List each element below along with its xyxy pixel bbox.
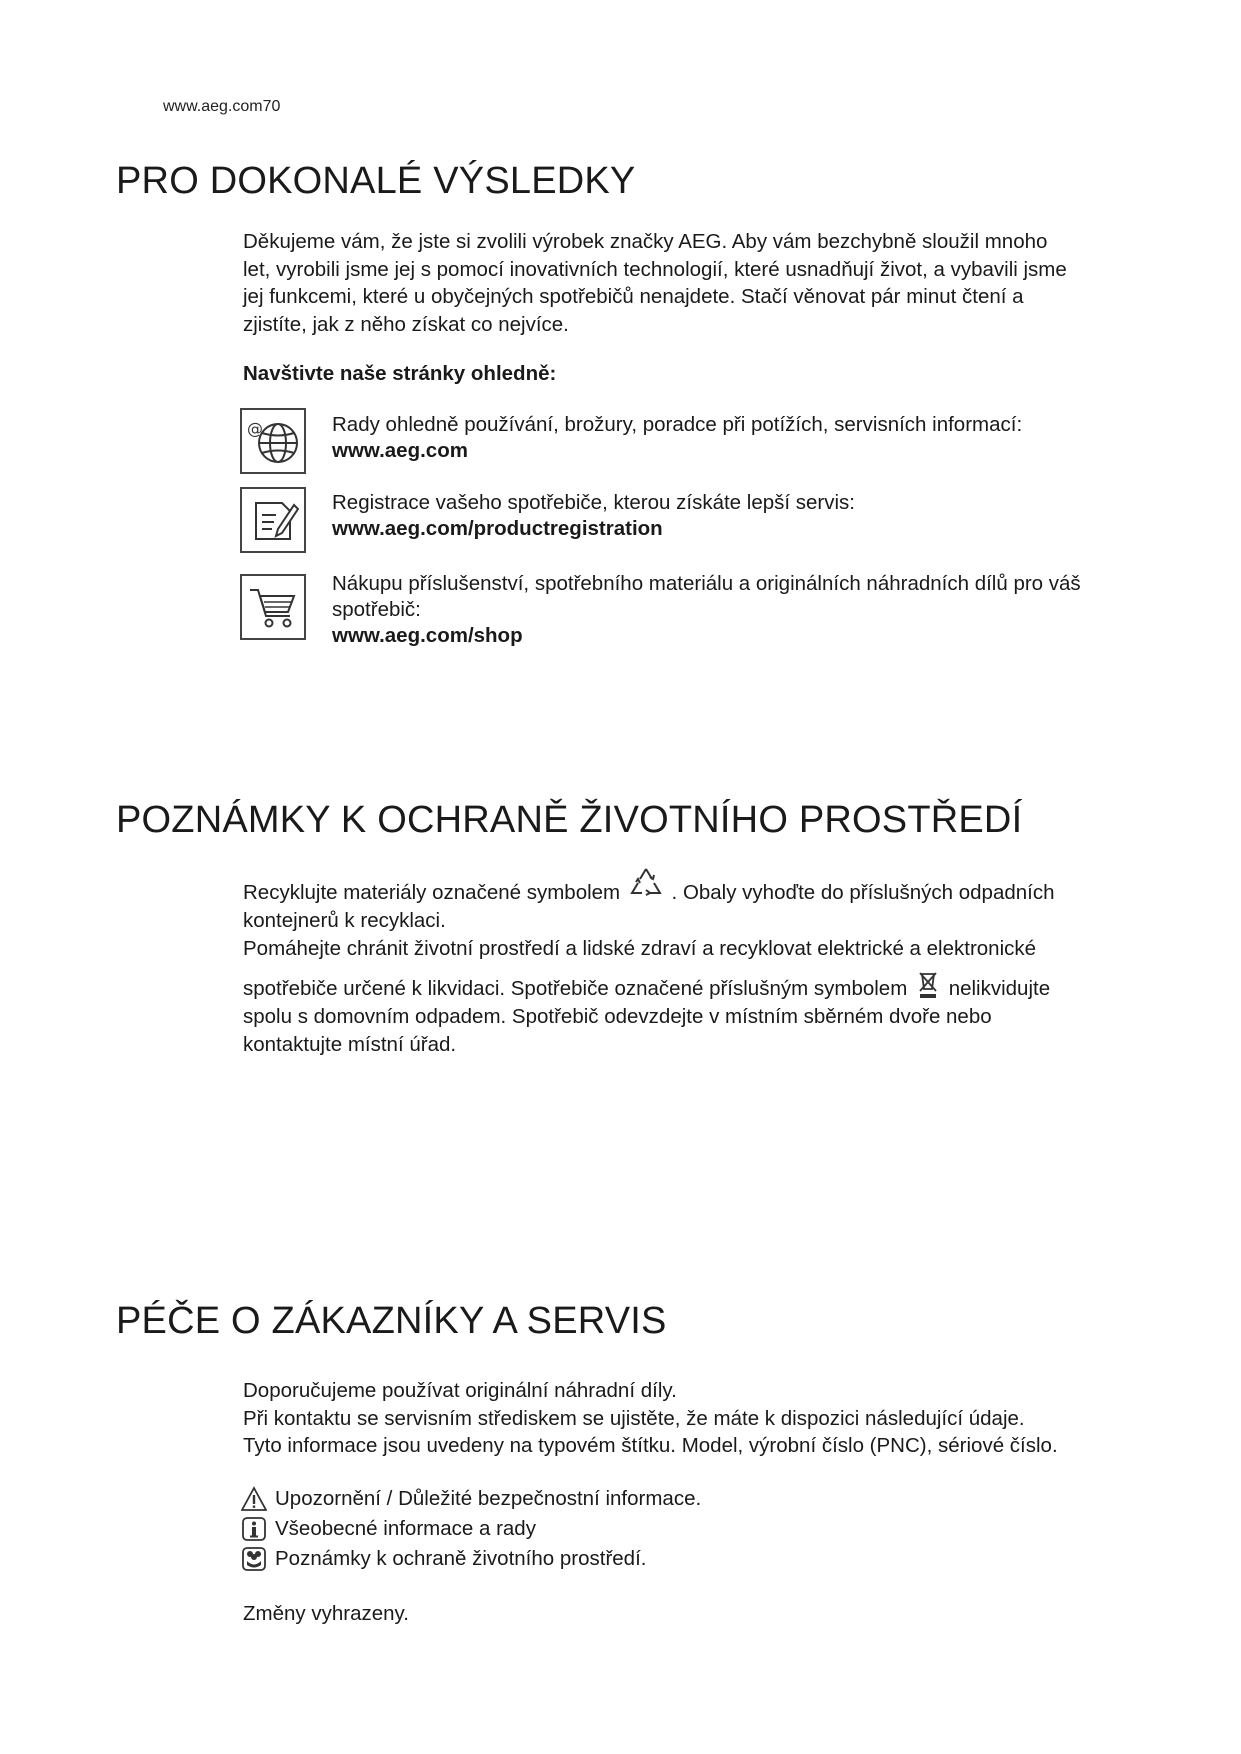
link-description: Rady ohledně používání, brožury, poradce při potížích, servisních informací:: [332, 413, 1023, 436]
warning-triangle-icon: [241, 1486, 267, 1512]
link-item-advice: [332, 412, 1022, 464]
environment-paragraph: [243, 865, 1055, 1059]
env-line: [243, 865, 1055, 907]
env-text: Recyklujte materiály označené symbolem: [243, 881, 621, 904]
intro-line: zjistíte, jak z něho získat co nejvíce.: [243, 312, 569, 336]
visit-heading: Navštivte naše stránky ohledně:: [243, 362, 557, 385]
link-description: spotřebič:: [332, 598, 421, 621]
env-line: [243, 971, 1055, 1003]
recycle-icon: [628, 865, 664, 901]
legend-text: Poznámky k ochraně životního prostředí.: [275, 1547, 647, 1570]
env-line: spolu s domovním odpadem. Spotřebič odevzdejte v místním sběrném dvoře nebo: [243, 1005, 992, 1028]
env-line: Pomáhejte chránit životní prostředí a lidské zdraví a recyklovat elektrické a elektronické: [243, 937, 1037, 960]
env-text: nelikvidujte: [948, 977, 1051, 1000]
service-line: Při kontaktu se servisním střediskem se ujistěte, že máte k dispozici následující údaje.: [243, 1406, 1025, 1430]
environment-flower-icon: [241, 1546, 267, 1572]
intro-line: jej funkcemi, které u obyčejných spotřebičů nenajdete. Stačí věnovat pár minut čtení a: [243, 285, 1024, 308]
registration-pen-icon: [240, 487, 306, 553]
intro-line: let, vyrobili jsme jej s pomocí inovativních technologií, které usnadňují život, a vybavili jsme: [243, 257, 1067, 281]
link-item-registration: [332, 490, 855, 542]
changes-reserved: Změny vyhrazeny.: [243, 1602, 409, 1625]
section-title-best-results: PRO DOKONALÉ VÝSLEDKY: [116, 160, 636, 202]
section-title-customer-care: PÉČE O ZÁKAZNÍKY A SERVIS: [116, 1300, 667, 1342]
env-line: kontejnerů k recyklaci.: [243, 909, 446, 932]
legend-item: [241, 1484, 701, 1514]
env-text: spotřebiče určené k likvidaci. Spotřebiče označené příslušným symbolem: [243, 977, 908, 1000]
info-icon: [241, 1516, 267, 1542]
link-url-aeg[interactable]: www.aeg.com: [332, 439, 468, 462]
link-description: Registrace vašeho spotřebiče, kterou získáte lepší servis:: [332, 491, 855, 514]
link-item-shop: [332, 571, 1081, 649]
legend-item: [241, 1514, 701, 1544]
section-title-environment: POZNÁMKY K OCHRANĚ ŽIVOTNÍHO PROSTŘEDÍ: [116, 799, 1023, 841]
service-paragraph: [243, 1377, 1058, 1460]
legend-item: [241, 1544, 701, 1574]
legend-text: Všeobecné informace a rady: [275, 1517, 536, 1540]
link-description: Nákupu příslušenství, spotřebního materiálu a originálních náhradních dílů pro váš: [332, 572, 1081, 595]
svg-text:@: @: [247, 419, 263, 438]
intro-paragraph: [243, 228, 1067, 338]
link-url-shop[interactable]: www.aeg.com/shop: [332, 624, 523, 647]
globe-at-icon: [240, 408, 306, 474]
page-url-number: www.aeg.com70: [163, 98, 281, 115]
crossed-bin-icon: [916, 971, 940, 999]
service-line: Tyto informace jsou uvedeny na typovém štítku. Model, výrobní číslo (PNC), sériové číslo.: [243, 1434, 1058, 1457]
env-text: . Obaly vyhoďte do příslušných odpadních: [671, 881, 1055, 904]
service-line: Doporučujeme používat originální náhradní díly.: [243, 1379, 677, 1402]
link-url-registration[interactable]: www.aeg.com/productregistration: [332, 517, 663, 540]
symbol-legend: [241, 1484, 701, 1574]
env-line: kontaktujte místní úřad.: [243, 1033, 457, 1056]
shopping-cart-icon: [240, 574, 306, 640]
intro-line: Děkujeme vám, že jste si zvolili výrobek značky AEG. Aby vám bezchybně sloužil mnoho: [243, 230, 1048, 253]
legend-text: Upozornění / Důležité bezpečnostní informace.: [275, 1487, 702, 1510]
